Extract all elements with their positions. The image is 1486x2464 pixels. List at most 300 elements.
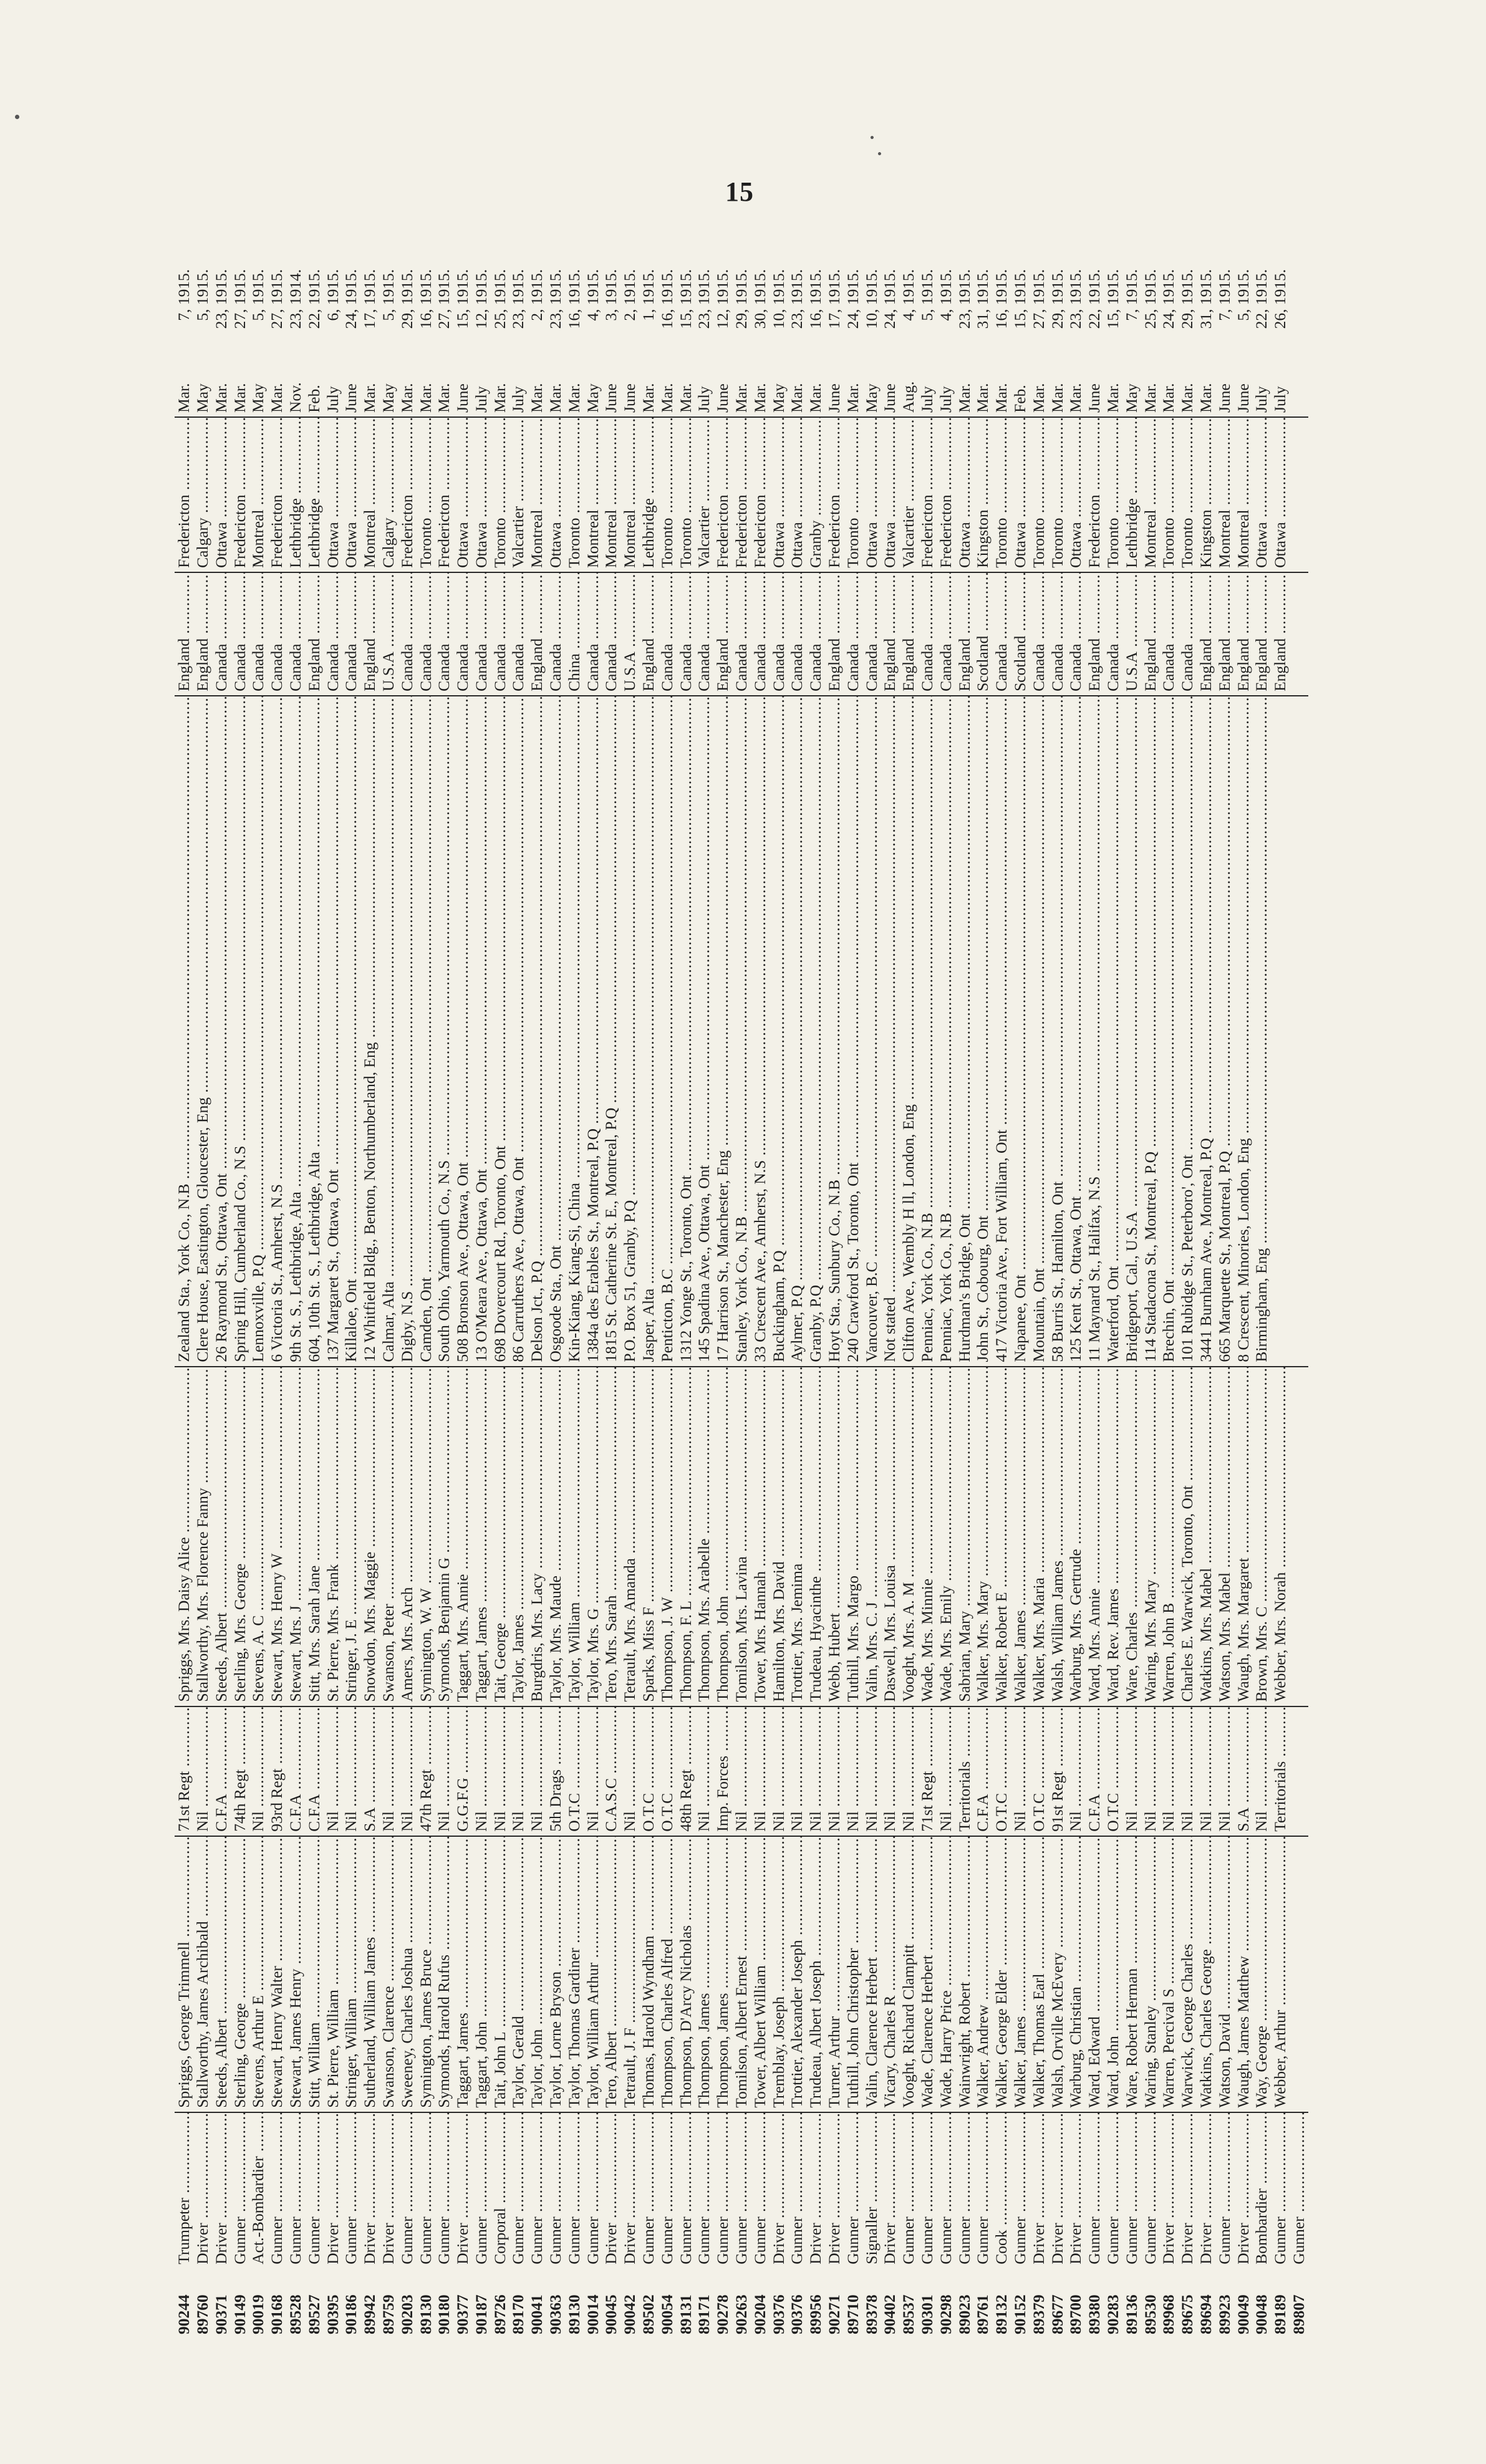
enlistment-place — [639, 417, 658, 572]
next-of-kin-text: St. Pierre, Mrs. Frank ..... — [324, 1367, 342, 1702]
next-of-kin-text: Steeds, Albert ..... — [212, 1367, 230, 1702]
soldier-name-text: Wainwright, Robert ..... — [955, 1836, 973, 2108]
kin-address — [491, 696, 509, 1367]
date-month: May — [379, 383, 397, 413]
next-of-kin-text: Swanson, Peter ..... — [379, 1367, 397, 1702]
birth-country — [1066, 572, 1085, 696]
next-of-kin-text: Watson, Mrs. Mabel ..... — [1215, 1367, 1233, 1702]
soldier-name — [620, 1836, 639, 2112]
table-row — [1178, 237, 1197, 2338]
next-of-kin — [175, 1367, 193, 1706]
enlistment-place — [881, 417, 899, 572]
enlistment-date — [528, 237, 546, 417]
date-month: July — [695, 386, 713, 413]
enlistment-place — [806, 417, 825, 572]
rank — [1011, 2112, 1030, 2268]
birth-country-text: Canada ..... — [324, 572, 342, 691]
service-number-text: 89189 — [1271, 2294, 1290, 2334]
soldier-name — [1141, 1836, 1159, 2112]
date-month: Nov. — [286, 382, 304, 413]
rank-text: Gunner ..... — [305, 2112, 323, 2264]
date-day: 5, — [1233, 309, 1252, 321]
enlistment-place — [379, 417, 398, 572]
birth-country — [230, 572, 249, 696]
enlistment-place — [268, 417, 286, 572]
soldier-name — [472, 1836, 491, 2112]
rank — [323, 2112, 342, 2268]
next-of-kin — [881, 1367, 899, 1706]
soldier-name-text: Waring, Stanley ..... — [1141, 1836, 1159, 2108]
soldier-name — [584, 1836, 602, 2112]
enlistment-place — [1122, 417, 1141, 572]
date-month: July — [918, 386, 937, 413]
date-day: 29, — [1048, 309, 1066, 329]
kin-address — [453, 696, 472, 1367]
former-unit — [1233, 1706, 1252, 1836]
enlistment-place-text: Montreal ..... — [620, 417, 639, 568]
kin-address — [1271, 696, 1290, 1367]
date-year: 1915. — [1233, 269, 1252, 306]
enlistment-date — [825, 237, 844, 417]
soldier-name — [1215, 1836, 1234, 2112]
enlistment-place — [899, 417, 918, 572]
date-month: Mar. — [360, 383, 379, 413]
enlistment-place-text: Fredericton ..... — [268, 417, 286, 568]
former-unit-text: 48th Regt ..... — [677, 1706, 695, 1832]
enlistment-place — [342, 417, 360, 572]
birth-country — [212, 572, 231, 696]
date-day: 7, — [1215, 309, 1233, 321]
birth-country — [899, 572, 918, 696]
kin-address — [398, 696, 417, 1367]
table-row — [973, 237, 992, 2338]
enlistment-date — [268, 237, 286, 417]
birth-country — [732, 572, 751, 696]
service-number — [175, 2268, 193, 2338]
service-number — [1197, 2268, 1215, 2338]
kin-address — [751, 696, 770, 1367]
next-of-kin-text: Warren, John B ..... — [1159, 1367, 1177, 1702]
former-unit-text: Nil ..... — [509, 1706, 527, 1832]
birth-country-text: Canada ..... — [1066, 572, 1084, 691]
birth-country — [323, 572, 342, 696]
rank — [416, 2112, 435, 2268]
next-of-kin — [305, 1367, 324, 1706]
former-unit — [212, 1706, 231, 1836]
soldier-name-text: Taylor, Thomas Gardiner ..... — [565, 1836, 583, 2108]
date-month: May — [862, 383, 881, 413]
service-number — [398, 2268, 417, 2338]
enlistment-date — [1048, 237, 1066, 417]
date-year: 1915. — [397, 269, 416, 306]
former-unit — [788, 1706, 806, 1836]
birth-country — [472, 572, 491, 696]
birth-country — [398, 572, 417, 696]
next-of-kin — [1215, 1367, 1234, 1706]
next-of-kin-text: Tait, George ..... — [491, 1367, 509, 1702]
birth-country-text: Canada ..... — [491, 572, 509, 691]
former-unit-text: Nil ..... — [491, 1706, 509, 1832]
service-number-text: 90402 — [881, 2294, 899, 2334]
date-day: 23, — [695, 309, 713, 329]
kin-address-text: 11 Maynard St., Halifax, N.S ..... — [1085, 696, 1103, 1362]
soldier-name — [862, 1836, 881, 2112]
former-unit-text: C.F.A ..... — [305, 1706, 323, 1832]
rank-text: Gunner ..... — [417, 2112, 435, 2264]
soldier-name — [1252, 1836, 1271, 2112]
soldier-name-text: Walker, Andrew ..... — [973, 1836, 991, 2108]
next-of-kin — [1104, 1367, 1122, 1706]
enlistment-place — [416, 417, 435, 572]
service-number — [806, 2268, 825, 2338]
table-row — [1011, 237, 1030, 2338]
service-number-text: 90371 — [211, 2294, 230, 2334]
next-of-kin-text: Stewart, Mrs. Henry W ..... — [268, 1367, 286, 1702]
date-day: 23, — [509, 309, 528, 329]
next-of-kin — [1085, 1367, 1104, 1706]
soldier-name — [398, 1836, 417, 2112]
kin-address-text: Vancouver, B.C ..... — [862, 696, 881, 1362]
service-number-text: 90283 — [1103, 2294, 1122, 2334]
kin-address — [770, 696, 788, 1367]
kin-address-text: 12 Whitfield Bldg., Benton, Northumberland, Eng ..... — [360, 696, 379, 1362]
next-of-kin — [992, 1367, 1011, 1706]
birth-country — [937, 572, 955, 696]
rank-text: Gunner ..... — [1271, 2112, 1289, 2264]
table-row — [1141, 237, 1159, 2338]
rank — [1141, 2112, 1159, 2268]
rank-text: Driver ..... — [1030, 2112, 1048, 2264]
date-year: 1915. — [769, 269, 788, 306]
soldier-name — [788, 1836, 806, 2112]
former-unit-text: Nil ..... — [472, 1706, 490, 1832]
kin-address-text: Penniac, York Co., N.B ..... — [918, 696, 936, 1362]
service-number — [955, 2268, 973, 2338]
date-month: July — [1252, 386, 1271, 413]
service-number — [992, 2268, 1011, 2338]
kin-address-text: Stanley, York Co., N.B ..... — [732, 696, 750, 1362]
service-number — [732, 2268, 751, 2338]
enlistment-place — [323, 417, 342, 572]
service-number — [230, 2268, 249, 2338]
enlistment-place-text: Calgary ..... — [379, 417, 397, 568]
enlistment-date — [1104, 237, 1122, 417]
former-unit — [1104, 1706, 1122, 1836]
next-of-kin — [918, 1367, 937, 1706]
enlistment-date — [1233, 237, 1252, 417]
enlistment-place-text: Ottawa ..... — [546, 417, 564, 568]
rank-text: Gunner ..... — [695, 2112, 713, 2264]
next-of-kin — [825, 1367, 844, 1706]
kin-address — [379, 696, 398, 1367]
kin-address — [212, 696, 231, 1367]
birth-country — [992, 572, 1011, 696]
rank — [1066, 2112, 1085, 2268]
service-number-text: 89700 — [1066, 2294, 1085, 2334]
kin-address — [788, 696, 806, 1367]
soldier-name — [918, 1836, 937, 2112]
enlistment-date — [695, 237, 713, 417]
enlistment-date — [1141, 237, 1159, 417]
date-day: 12, — [471, 309, 490, 329]
rank-text: Gunner ..... — [584, 2112, 602, 2264]
soldier-name — [1197, 1836, 1215, 2112]
kin-address — [992, 696, 1011, 1367]
former-unit-text: Nil ..... — [379, 1706, 397, 1832]
birth-country-text: Canada ..... — [732, 572, 750, 691]
date-day: 10, — [769, 309, 788, 329]
rank-text: Gunner ..... — [732, 2112, 750, 2264]
soldier-name-text: Thompson, James ..... — [713, 1836, 731, 2108]
soldier-name-text: Stewart, James Henry ..... — [286, 1836, 304, 2108]
rank-text: Driver ..... — [770, 2112, 788, 2264]
next-of-kin — [955, 1367, 973, 1706]
enlistment-date — [1252, 237, 1271, 417]
date-month: Mar. — [843, 383, 862, 413]
date-month: May — [583, 383, 602, 413]
kin-address-text: Spring Hill, Cumberland Co., N.S ..... — [231, 696, 249, 1362]
birth-country-text: Canada ..... — [918, 572, 936, 691]
date-day: 30, — [750, 309, 769, 329]
soldier-name-text: Tremblay, Joseph ..... — [770, 1836, 788, 2108]
birth-country-text: England ..... — [193, 572, 211, 691]
enlistment-date — [565, 237, 584, 417]
rank — [658, 2112, 677, 2268]
next-of-kin — [1011, 1367, 1030, 1706]
enlistment-place — [305, 417, 324, 572]
former-unit-text: S.A ..... — [1234, 1706, 1252, 1832]
date-year: 1915. — [268, 269, 286, 306]
enlistment-place — [565, 417, 584, 572]
date-day: 25, — [1141, 309, 1159, 329]
kin-address — [286, 696, 305, 1367]
rank — [360, 2112, 379, 2268]
rank — [639, 2112, 658, 2268]
soldier-name — [770, 1836, 788, 2112]
birth-country-text: England ..... — [528, 572, 546, 691]
kin-address-text: 1815 St. Catherine St. E., Montreal, P.Q ..... — [602, 696, 620, 1362]
enlistment-date — [1271, 237, 1290, 417]
former-unit-text: Nil ..... — [1066, 1706, 1084, 1832]
rank — [899, 2112, 918, 2268]
date-day: 7, — [175, 309, 193, 321]
former-unit-text: Nil ..... — [751, 1706, 769, 1832]
next-of-kin-text: Snowdon, Mrs. Maggie ..... — [360, 1367, 379, 1702]
date-year: 1915. — [862, 269, 881, 306]
date-month: Mar. — [657, 383, 676, 413]
kin-address — [658, 696, 677, 1367]
soldier-name — [1030, 1836, 1048, 2112]
enlistment-place-text: Lethbridge ..... — [1122, 417, 1141, 568]
next-of-kin-text: Tower, Mrs. Hannah ..... — [751, 1367, 769, 1702]
next-of-kin — [1178, 1367, 1197, 1706]
rank — [1030, 2112, 1048, 2268]
rank-text: Gunner ..... — [1141, 2112, 1159, 2264]
service-number — [249, 2268, 268, 2338]
date-day: 12, — [713, 309, 732, 329]
enlistment-date — [881, 237, 899, 417]
date-day: 23, — [1066, 309, 1085, 329]
kin-address — [509, 696, 528, 1367]
rank-text: Gunner ..... — [565, 2112, 583, 2264]
date-day: 4, — [936, 309, 955, 321]
enlistment-date — [175, 237, 193, 417]
enlistment-place — [1271, 417, 1290, 572]
next-of-kin-text: Hamilton, Mrs. David ..... — [770, 1367, 788, 1702]
soldier-name — [899, 1836, 918, 2112]
birth-country-text: England ..... — [899, 572, 917, 691]
date-year: 1915. — [490, 269, 509, 306]
table-row — [379, 237, 398, 2338]
table-row — [268, 237, 286, 2338]
former-unit — [1271, 1706, 1290, 1836]
soldier-name — [1122, 1836, 1141, 2112]
enlistment-place-text: Kingston ..... — [973, 417, 991, 568]
soldier-name — [825, 1836, 844, 2112]
next-of-kin-text: Symington, W. W ..... — [417, 1367, 435, 1702]
service-number-text: 90271 — [825, 2294, 844, 2334]
kin-address — [1011, 696, 1030, 1367]
roster-table-rotated — [175, 237, 1308, 2338]
table-row — [1290, 237, 1308, 2338]
former-unit-text: Nil ..... — [1159, 1706, 1177, 1832]
service-number — [453, 2268, 472, 2338]
kin-address-text: Delson Jct., P.Q ..... — [528, 696, 546, 1362]
date-year: 1915. — [676, 269, 695, 306]
enlistment-place-text: Ottawa ..... — [1271, 417, 1289, 568]
date-year: 1915. — [175, 269, 193, 306]
service-number-text: 89132 — [992, 2294, 1011, 2334]
kin-address-text: 3441 Burnham Ave., Montreal, P.Q ..... — [1197, 696, 1215, 1362]
service-number-text: 89171 — [695, 2294, 713, 2334]
rank-text: Gunner ..... — [899, 2112, 917, 2264]
date-year: 1915. — [732, 269, 751, 306]
rank-text: Gunner ..... — [435, 2112, 453, 2264]
service-number-text: 89527 — [304, 2294, 323, 2334]
soldier-name-text: Stewart, Henry Walter ..... — [268, 1836, 286, 2108]
next-of-kin — [602, 1367, 620, 1706]
soldier-name — [1233, 1836, 1252, 2112]
former-unit-text: Territorials ..... — [1271, 1706, 1289, 1832]
table-row — [249, 237, 268, 2338]
kin-address-text: 58 Burris St., Hamilton, Ont ..... — [1048, 696, 1066, 1362]
enlistment-date — [1215, 237, 1234, 417]
former-unit — [713, 1706, 732, 1836]
rank-text: Driver ..... — [602, 2112, 620, 2264]
kin-address-text: Napanee, Ont ..... — [1011, 696, 1029, 1362]
service-number-text: 90278 — [713, 2294, 732, 2334]
service-number-text: 89380 — [1085, 2294, 1104, 2334]
table-row — [305, 237, 324, 2338]
soldier-name-text: Warwick, George Charles ..... — [1178, 1836, 1196, 2108]
table-row — [844, 237, 862, 2338]
kin-address-text: Killaloe, Ont ..... — [342, 696, 360, 1362]
rank — [806, 2112, 825, 2268]
soldier-name — [1011, 1836, 1030, 2112]
former-unit-text: 71st Regt ..... — [918, 1706, 936, 1832]
kin-address — [899, 696, 918, 1367]
date-year: 1915. — [342, 269, 360, 306]
former-unit-text: S.A ..... — [360, 1706, 379, 1832]
next-of-kin — [713, 1367, 732, 1706]
rank — [825, 2112, 844, 2268]
date-month: May — [193, 383, 211, 413]
date-year: 1915. — [1215, 269, 1233, 306]
soldier-name-text: Thomas, Harold Wyndham ..... — [639, 1836, 657, 2108]
kin-address — [1141, 696, 1159, 1367]
enlistment-place — [973, 417, 992, 572]
date-month: July — [936, 386, 955, 413]
rank-text: Driver ..... — [1234, 2112, 1252, 2264]
next-of-kin-text: Webber, Mrs. Norah ..... — [1271, 1367, 1289, 1702]
former-unit — [918, 1706, 937, 1836]
next-of-kin-text: Trottier, Mrs. Jemima ..... — [788, 1367, 806, 1702]
rank-text: Gunner ..... — [268, 2112, 286, 2264]
birth-country-text: England ..... — [1141, 572, 1159, 691]
soldier-name-text: Vooght, Richard Clampitt ..... — [899, 1836, 917, 2108]
former-unit-text: Nil ..... — [881, 1706, 899, 1832]
next-of-kin — [1141, 1367, 1159, 1706]
birth-country-text: Canada ..... — [546, 572, 564, 691]
next-of-kin-text: Tomilson, Mrs. Lavina ..... — [732, 1367, 750, 1702]
service-number — [713, 2268, 732, 2338]
date-year: 1915. — [528, 269, 546, 306]
date-month: June — [1233, 383, 1252, 413]
date-month: Mar. — [211, 383, 230, 413]
birth-country — [806, 572, 825, 696]
next-of-kin — [584, 1367, 602, 1706]
soldier-name-text: Walker, James ..... — [1011, 1836, 1029, 2108]
kin-address-text: South Ohio, Yarmouth Co., N.S ..... — [435, 696, 453, 1362]
next-of-kin — [1271, 1367, 1290, 1706]
next-of-kin — [973, 1367, 992, 1706]
service-number-text: 89807 — [1289, 2294, 1308, 2334]
soldier-name — [992, 1836, 1011, 2112]
service-number-text: 89537 — [899, 2294, 918, 2334]
birth-country — [1290, 572, 1308, 696]
date-year: 1915. — [881, 269, 899, 306]
enlistment-date — [416, 237, 435, 417]
birth-country-text: Canada ..... — [677, 572, 695, 691]
table-row — [955, 237, 973, 2338]
kin-address — [639, 696, 658, 1367]
enlistment-date — [899, 237, 918, 417]
enlistment-place — [1159, 417, 1178, 572]
service-number-text: 89131 — [676, 2294, 695, 2334]
enlistment-place-text: Lethbridge ..... — [639, 417, 657, 568]
rank-text: Gunner ..... — [528, 2112, 546, 2264]
enlistment-place — [509, 417, 528, 572]
table-row — [509, 237, 528, 2338]
enlistment-place-text: Toronto ..... — [658, 417, 676, 568]
rank-text: Act.-Bombardier ..... — [249, 2112, 267, 2264]
kin-address-text: Buckingham, P.Q ..... — [770, 696, 788, 1362]
soldier-name — [732, 1836, 751, 2112]
kin-address-text: 417 Victoria Ave., Fort William, Ont ..... — [992, 696, 1010, 1362]
enlistment-place-text: Toronto ..... — [417, 417, 435, 568]
former-unit — [937, 1706, 955, 1836]
kin-address-text: 114 Stadacona St., Montreal, P.Q ..... — [1141, 696, 1159, 1362]
date-year: 1915. — [1122, 269, 1141, 306]
service-number — [1159, 2268, 1178, 2338]
birth-country-text: Canada ..... — [249, 572, 267, 691]
kin-address-text: Bridgeport, Cal., U.S.A ..... — [1122, 696, 1141, 1362]
date-year: 1915. — [1159, 269, 1178, 306]
rank-text: Driver ..... — [379, 2112, 397, 2264]
enlistment-place-text: Toronto ..... — [844, 417, 862, 568]
former-unit-text: Nil ..... — [862, 1706, 881, 1832]
birth-country — [546, 572, 565, 696]
